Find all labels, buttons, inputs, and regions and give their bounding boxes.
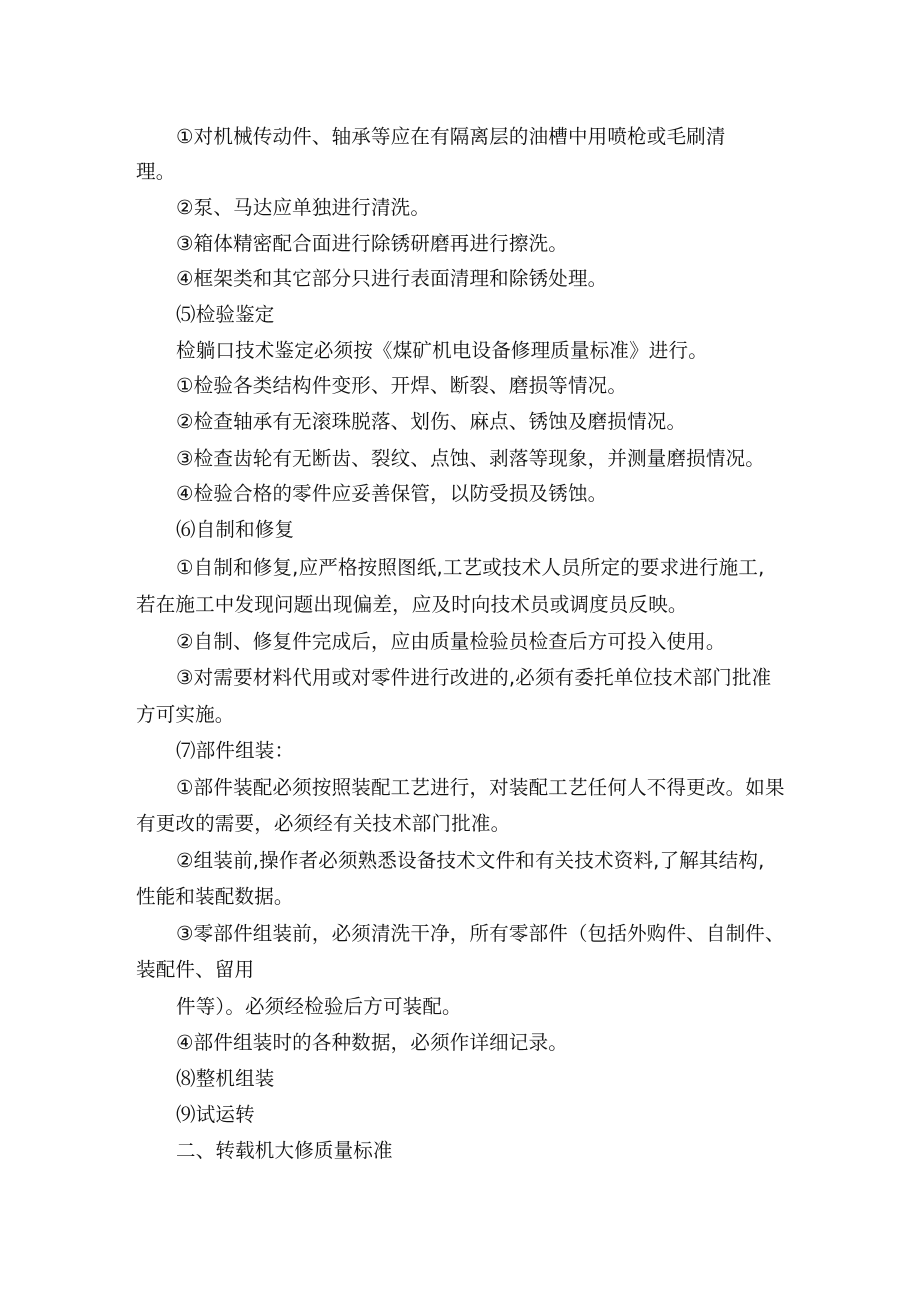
text-line: ④检验合格的零件应妥善保管，以防受损及锈蚀。 — [176, 482, 608, 505]
text-line: ①检验各类结构件变形、开焊、断裂、磨损等情况。 — [176, 374, 628, 397]
text-line: ②组装前,操作者必须熟悉设备技术文件和有关技术资料,了解其结构, — [176, 849, 765, 872]
text-line: 检躺口技术鉴定必须按《煤矿机电设备修理质量标准》进行。 — [176, 339, 708, 362]
section-heading: ⑺部件组装： — [176, 739, 295, 762]
text-line: 理。 — [136, 160, 176, 183]
section-heading: ⑻整机组装 — [176, 1067, 275, 1090]
section-heading: ⑹自制和修复 — [176, 518, 295, 541]
text-line: ①自制和修复,应严格按照图纸,工艺或技术人员所定的要求进行施工, — [176, 556, 765, 579]
text-line: ①部件装配必须按照装配工艺进行，对装配工艺任何人不得更改。如果 — [176, 776, 785, 799]
text-line: ②检查轴承有无滚珠脱落、划伤、麻点、锈蚀及磨损情况。 — [176, 410, 687, 433]
text-line: ②泵、马达应单独进行清洗。 — [176, 196, 431, 219]
text-line: ③对需要材料代用或对零件进行改进的,必须有委托单位技术部门批准 — [176, 666, 772, 689]
text-line: ④框架类和其它部分只进行表面清理和除锈处理。 — [176, 267, 608, 290]
text-line: ③箱体精密配合面进行除锈研磨再进行擦洗。 — [176, 232, 568, 255]
text-line: ④部件组装时的各种数据，必须作详细记录。 — [176, 1031, 568, 1054]
text-line: ③检查齿轮有无断齿、裂纹、点蚀、剥落等现象，并测量磨损情况。 — [176, 447, 765, 470]
text-line: ③零部件组装前，必须清洗干净，所有零部件（包括外购件、自制件、 — [176, 922, 785, 945]
text-line: 件等）。必须经检验后方可装配。 — [176, 995, 462, 1018]
text-line: 方可实施。 — [136, 703, 235, 726]
text-line: ②自制、修复件完成后，应由质量检验员检查后方可投入使用。 — [176, 630, 726, 653]
text-line: 有更改的需要，必须经有关技术部门批准。 — [136, 812, 511, 835]
text-line: ①对机械传动件、轴承等应在有隔离层的油槽中用喷枪或毛刷清 — [176, 125, 726, 148]
text-line: 性能和装配数据。 — [136, 885, 294, 908]
text-line: 若在施工中发现问题出现偏差，应及时向技术员或调度员反映。 — [136, 593, 688, 616]
section-heading: ⑼试运转 — [176, 1103, 255, 1126]
section-heading: ⑸检验鉴定 — [176, 303, 275, 326]
section-heading: 二、转载机大修质量标准 — [176, 1139, 393, 1162]
text-line: 装配件、留用 — [136, 958, 255, 981]
